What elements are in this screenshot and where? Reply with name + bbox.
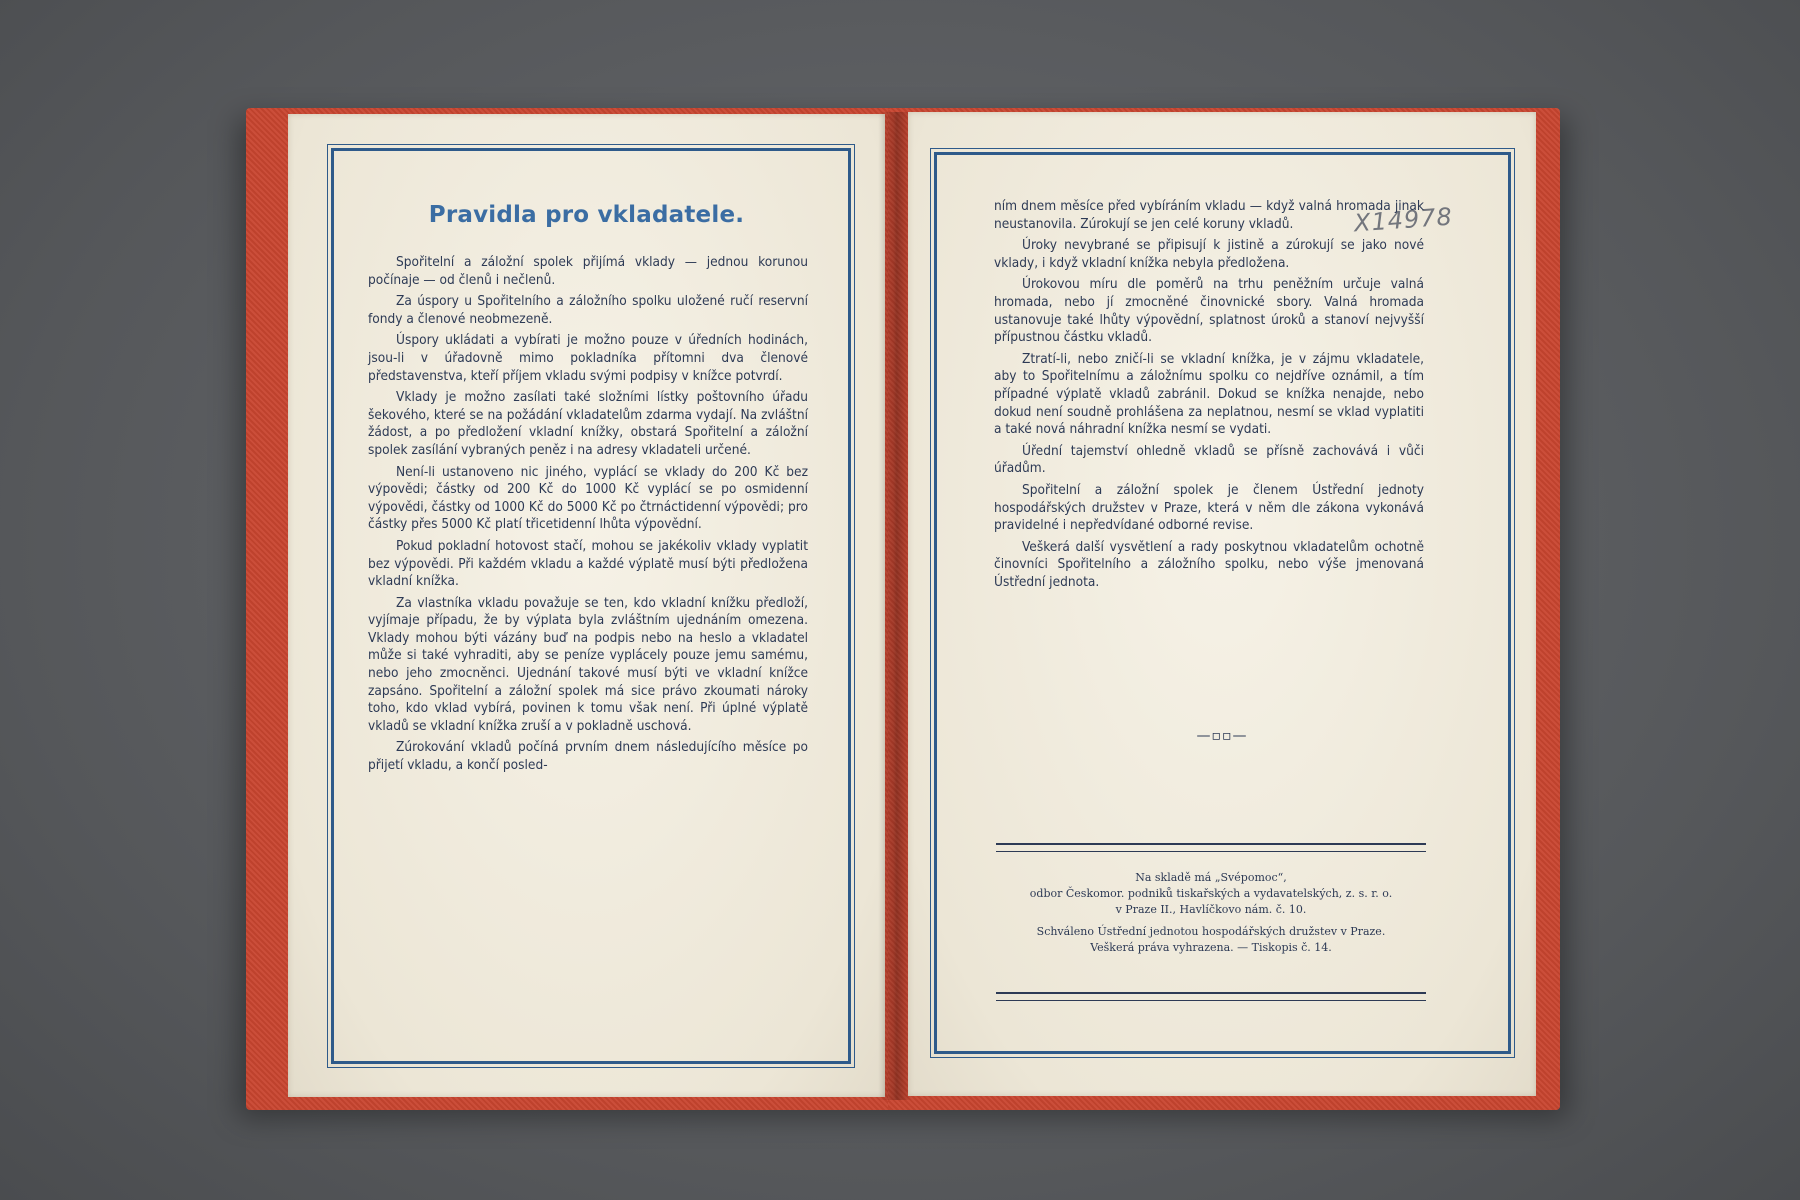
left-page (288, 114, 885, 1097)
paragraph: Úřední tajemství ohledně vkladů se přísně zachovává i vůči úřadům. (994, 442, 1424, 477)
paragraph: Ztratí-li, nebo zničí-li se vkladní knížka, je v zájmu vkladatele, aby to Spořitelnímu a záložnímu spolku co nejdříve oznámil, a tím případné výplatě vkladů zabránil. Dokud se knížka nenajde, nebo dokud není soudně prohlášena za neplatnou, nesmí se vklad vyplatiti a také nová náhradní knížka nesmí se vydati. (994, 350, 1424, 438)
imprint-rule-top (996, 843, 1426, 852)
paragraph: Spořitelní a záložní spolek přijímá vklady — jednou korunou počínaje — od členů i nečlenů. (368, 254, 808, 288)
paragraph: Není-li ustanoveno nic jiného, vyplácí se vklady do 200 Kč bez výpovědi; částky od 200 Kč do 1000 Kč vyplácí se po osmidenní výpovědi, částky od 1000 Kč do 5000 Kč po čtrnáctidenní výpovědi; pro částky přes 5000 Kč platí třicetidenní lhůta výpovědní. (368, 463, 808, 533)
book-gutter (878, 112, 912, 1100)
right-page (908, 112, 1536, 1096)
left-page-text (368, 254, 808, 779)
paragraph: Za úspory u Spořitelního a záložního spolku uložené ručí reservní fondy a členové neobmezeně. (368, 293, 808, 327)
paragraph: Vklady je možno zasílati také složními lístky poštovního úřadu šekového, které se na požádání vkladatelům zdarma vydají. Na zvláštní žádost, a po předložení vkladní knížky, obstará Spořitelní a záložní spolek zasílání vybraných peněz i na adresy vkladateli určené. (368, 389, 808, 458)
page-title: Pravidla pro vkladatele. (428, 202, 745, 228)
ornament-divider: —▫▫— (1196, 728, 1248, 744)
paragraph: Veškerá další vysvětlení a rady poskytnou vkladatelům ochotně činovníci Spořitelního a záložního spolku, nebo výše jmenovaná Ústřední jednota. (994, 538, 1424, 590)
imprint (996, 870, 1426, 956)
inventory-mark: X14978 (1353, 202, 1454, 238)
paragraph: Pokud pokladní hotovost stačí, mohou se jakékoliv vklady vyplatit bez výpovědi. Při každém vkladu a každé výplatě musí býti předložena vkladní knížka. (368, 537, 808, 590)
paragraph: Úrokovou míru dle poměrů na trhu peněžním určuje valná hromada, nebo jí zmocněné činovnické sbory. Valná hromada ustanovuje také lhůty výpovědní, splatnost úroků a stanoví nejvyšší přípustnou částku vkladů. (994, 276, 1424, 346)
paragraph: Zúrokování vkladů počíná prvním dnem následujícího měsíce po přijetí vkladu, a končí posled- (368, 739, 808, 774)
imprint-line: Schváleno Ústřední jednotou hospodářských družstev v Praze. (1036, 925, 1386, 938)
right-page-text (994, 198, 1424, 595)
imprint-line: v Praze II., Havlíčkovo nám. č. 10. (1115, 903, 1307, 916)
imprint-line: odbor Českomor. podniků tiskařských a vydavatelských, z. s. r. o. (1029, 887, 1393, 900)
paragraph: Spořitelní a záložní spolek je členem Ústřední jednoty hospodářských družstev v Praze, která v něm dle zákona vykonává pravidelné i nepředvídané odborné revise. (994, 481, 1424, 534)
imprint-line: Na skladě má „Svépomoc“, (1135, 871, 1287, 884)
paragraph: ním dnem měsíce před vybíráním vkladu — když valná hromada jinak neustanovila. Zúrokují se jen celé koruny vkladů. (994, 198, 1424, 232)
paragraph: Za vlastníka vkladu považuje se ten, kdo vkladní knížku předloží, vyjímaje případu, že by výplata byla zvláštním ujednáním omezena. Vklady mohou býti vázány buď na podpis nebo na heslo a vkladatel může si také vyhraditi, aby se peníze vyplácely pouze jemu samému, nebo jeho zmocněnci. Ujednání takové musí býti ve vkladní knížce zapsáno. Spořitelní a záložní spolek má sice právo zkoumati nároky toho, kdo vklad vybírá, povinen k tomu však není. Při úplné výplatě vkladů se vkladní knížka zruší a v pokladně uschová. (368, 594, 808, 734)
paragraph: Úroky nevybrané se připisují k jistině a zúrokují se jako nové vklady, i když vkladní knížka nebyla předložena. (994, 237, 1424, 271)
imprint-rule-bottom (996, 992, 1426, 1001)
imprint-line: Veškerá práva vyhrazena. — Tiskopis č. 14. (1090, 941, 1332, 954)
paragraph: Úspory ukládati a vybírati je možno pouze v úředních hodinách, jsou-li v úřadovně mimo pokladníka přítomni dva členové představenstva, kteří příjem vkladu svými podpisy v knížce potvrdí. (368, 332, 808, 384)
